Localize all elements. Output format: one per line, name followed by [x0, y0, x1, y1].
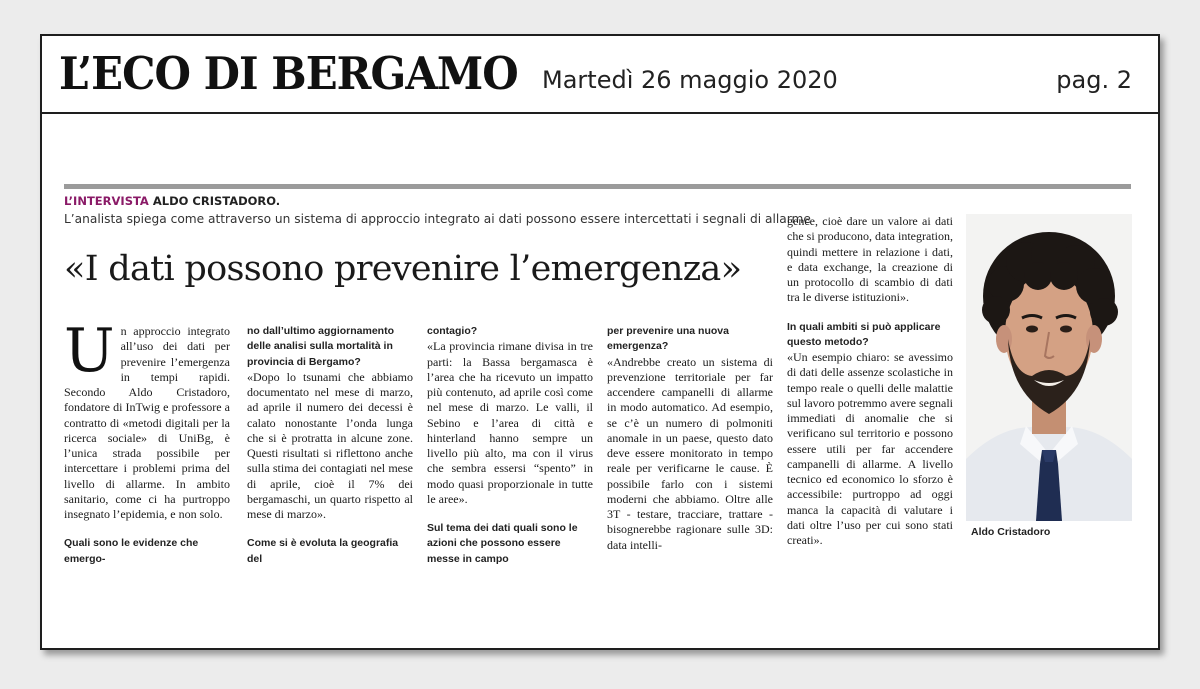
- drop-cap: U: [64, 316, 115, 386]
- column-2-body: «Dopo lo tsunami che abbiamo documentato nel mese di marzo, ad aprile il numero dei decessi è calato nonostante l’onda lunga che si è protratta in alcune zone. Questi risultati si riflettono anche sulla stima dei contagiati nel mese di aprile, cioè il 7% dei bergamaschi, un quarto rispetto al mese di marzo».: [247, 369, 413, 521]
- article-column-5: [787, 214, 953, 548]
- article-headline: «I dati possono prevenire l’emergenza»: [64, 249, 742, 289]
- newspaper-clipping: [40, 34, 1160, 650]
- column-3-question-1: contagio?: [427, 325, 478, 337]
- portrait-photo: [966, 214, 1132, 521]
- kicker-label: L’INTERVISTA: [64, 194, 149, 208]
- masthead: [42, 36, 1158, 114]
- kicker-name: ALDO CRISTADORO.: [152, 194, 281, 208]
- page-number: pag. 2: [1056, 66, 1132, 94]
- column-5-body-1: gence, cioè dare un valore ai dati che si producono, data integration, quindi mettere in relazione i dati, e data exchange, la creazione di un protocollo di scambio di dati tra le diverse istituzioni».: [787, 214, 953, 305]
- column-1-question: Quali sono le evidenze che emergo-: [64, 537, 199, 565]
- issue-date: Martedì 26 maggio 2020: [542, 66, 838, 94]
- column-1-body: n approccio integrato all’uso dei dati per prevenire l’emergenza in tempi rapidi. Secondo Aldo Cristadoro, fondatore di InTwig e professore a contratto di «metodi digitali per la ricerca sociale» di UniBg, è l’unica strada possibile per intercettare i problemi prima del livello di allarme. In ambito sanitario, come ci ha purtroppo insegnato l’epidemia, e non solo.: [64, 324, 230, 521]
- column-4-body: «Andrebbe creato un sistema di prevenzione territoriale per far accendere campanelli di allarme in modo automatico. Ad esempio, se c’è un numero di polmoniti anomale in un paese, questo dato deve essere monitorato in tempo reale per verificarne le cause. È possibile farlo con i sistemi moderni che abbiamo. Oltre alle 3T - testare, tracciare, trattare - bisognerebbe ragionare sulle 3D: data intelli-: [607, 354, 773, 552]
- newspaper-logo: L’ECO DI BERGAMO: [59, 47, 518, 100]
- column-5-body-2: «Un esempio chiaro: se avessimo di dati delle assenze scolastiche in tempo reale o quelli delle malattie sul lavoro potremmo avere segnali immediati di anomalie che si verificano sul territorio e possono essere utili per far accendere campanelli di allarme. A livello tecnico ed economico lo sforzo è accessibile: purtroppo ad oggi manca la capacità di valutare i dati oltre l’uso per cui sono stati creati».: [787, 350, 953, 547]
- photo-caption: Aldo Cristadoro: [971, 526, 1051, 538]
- article-column-3: [427, 324, 593, 567]
- column-2-question-2: Come si è evoluta la geografia del: [247, 537, 399, 565]
- column-3-question-2: Sul tema dei dati quali sono le azioni che possono essere messe in campo: [427, 522, 578, 565]
- column-3-body: «La provincia rimane divisa in tre parti: la Bassa bergamasca è l’area che ha ricevuto un impatto più contenuto, ad aprile così come nel mese di marzo. Le valli, il Sebino e l’area di città e hinterland hanno sempre un livello più alto, ma con il virus che sembra essersi “spento” in modo quasi proporzionale in tutte le aree».: [427, 339, 593, 506]
- column-4-question: per prevenire una nuova emergenza?: [607, 325, 729, 353]
- article-column-4: [607, 324, 773, 553]
- kicker: [64, 194, 280, 208]
- article-subtitle: L’analista spiega come attraverso un sistema di approccio integrato ai dati possono essere intercettati i segnali di allarme: [64, 212, 811, 226]
- column-5-question: In quali ambiti si può applicare questo metodo?: [787, 320, 941, 348]
- portrait-illustration: [966, 214, 1132, 521]
- section-rule: [64, 184, 1131, 189]
- article-column-2: [247, 324, 413, 567]
- column-2-question-1: no dall’ultimo aggiornamento delle analisi sulla mortalità in provincia di Bergamo?: [247, 325, 394, 368]
- article-column-1: [64, 316, 230, 567]
